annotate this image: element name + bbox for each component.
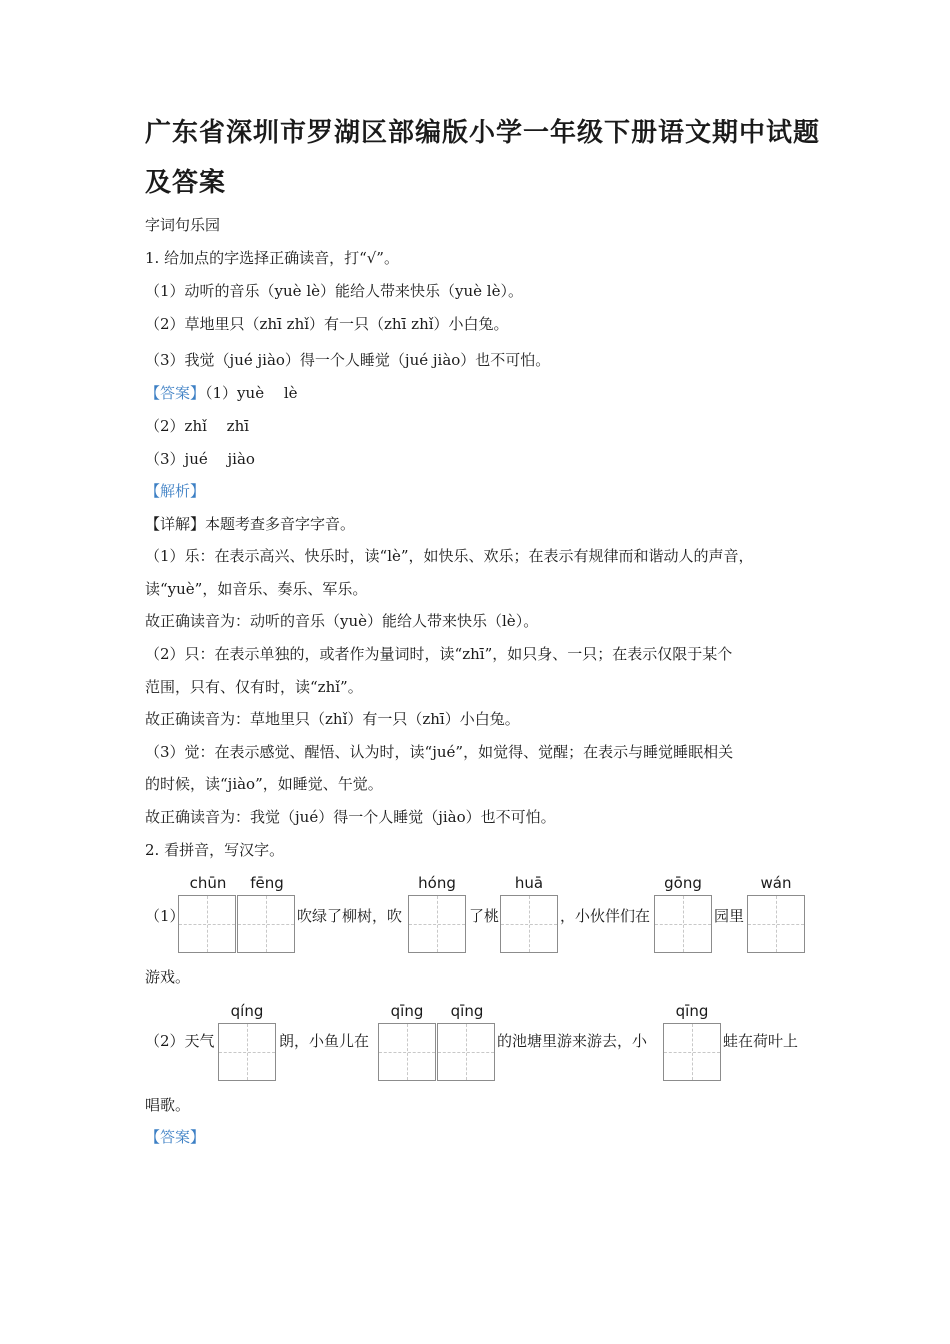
pinyin-qing-3: qīng	[450, 1002, 484, 1020]
answer-1: （1）yuè lè	[205, 384, 298, 402]
q2-row1-text3: ，小伙伴们在	[560, 907, 651, 925]
answer-tag: 【答案】	[145, 384, 206, 402]
pinyin-qing-1: qíng	[230, 1002, 264, 1020]
q2-row1-text2: 了桃	[469, 907, 500, 925]
analysis-tag: 【解析】	[145, 482, 206, 500]
exp3-conclusion: 故正确读音为：我觉（jué）得一个人睡觉（jiào）也不可怕。	[145, 808, 556, 826]
write-grid-qing-3[interactable]	[437, 1023, 495, 1081]
q2-row2-text2: 的池塘里游来游去，小	[497, 1032, 648, 1050]
document-title-line1: 广东省深圳市罗湖区部编版小学一年级下册语文期中试题	[145, 118, 821, 148]
q2-row2-prefix: （2）天气	[145, 1032, 215, 1050]
exp1-line1: （1）乐：在表示高兴、快乐时，读“lè”，如快乐、欢乐；在表示有规律而和谐动人的声音，	[145, 547, 754, 565]
detail-intro: 【详解】本题考查多音字字音。	[145, 515, 356, 533]
q2-answer-tag: 【答案】	[145, 1128, 206, 1146]
exp3-line1: （3）觉：在表示感觉、醒悟、认为时，读“jué”，如觉得、觉醒；在表示与睡觉睡眠相关	[145, 743, 734, 761]
q1-item-2: （2）草地里只（zhī zhǐ）有一只（zhī zhǐ）小白兔。	[145, 315, 509, 333]
exp2-conclusion: 故正确读音为：草地里只（zhǐ）有一只（zhī）小白兔。	[145, 710, 520, 728]
write-grid-wan[interactable]	[747, 895, 805, 953]
q2-row1-tail: 游戏。	[145, 968, 191, 986]
exp2-line1: （2）只：在表示单独的，或者作为量词时，读“zhī”，如只身、一只；在表示仅限于某个	[145, 645, 733, 663]
write-grid-chun[interactable]	[178, 895, 236, 953]
q2-row1-text4: 园里	[714, 907, 745, 925]
write-grid-qing-4[interactable]	[663, 1023, 721, 1081]
q1-answer-2: （2）zhǐ zhī	[145, 417, 250, 435]
section-heading: 字词句乐园	[145, 216, 221, 234]
pinyin-wan: wán	[760, 874, 792, 892]
exp2-line2: 范围，只有、仅有时，读“zhǐ”。	[145, 678, 363, 696]
write-grid-feng[interactable]	[237, 895, 295, 953]
q1-item-1: （1）动听的音乐（yuè lè）能给人带来快乐（yuè lè）。	[145, 282, 523, 300]
pinyin-hua: huā	[514, 874, 544, 892]
exp1-conclusion: 故正确读音为：动听的音乐（yuè）能给人带来快乐（lè）。	[145, 612, 539, 630]
pinyin-feng: fēng	[250, 874, 284, 892]
q2-row2-tail: 唱歌。	[145, 1096, 191, 1114]
q2-row2-text1: 朗，小鱼儿在	[279, 1032, 370, 1050]
write-grid-hong[interactable]	[408, 895, 466, 953]
exp1-line2: 读“yuè”，如音乐、奏乐、军乐。	[145, 580, 368, 598]
q2-stem: 2. 看拼音，写汉字。	[145, 841, 285, 859]
pinyin-gong: gōng	[664, 874, 702, 892]
write-grid-qing-1[interactable]	[218, 1023, 276, 1081]
write-grid-qing-2[interactable]	[378, 1023, 436, 1081]
q2-row1-prefix: （1）	[145, 907, 185, 925]
q2-row2-text3: 蛙在荷叶上	[723, 1032, 799, 1050]
pinyin-chun: chūn	[189, 874, 227, 892]
q1-item-3: （3）我觉（jué jiào）得一个人睡觉（jué jiào）也不可怕。	[145, 351, 551, 369]
pinyin-hong: hóng	[418, 874, 456, 892]
q1-answer-row-1	[145, 382, 815, 404]
q1-answer-3: （3）jué jiào	[145, 450, 255, 468]
document-title-line2: 及答案	[145, 168, 227, 198]
pinyin-qing-4: qīng	[675, 1002, 709, 1020]
exp3-line2: 的时候，读“jiào”，如睡觉、午觉。	[145, 775, 383, 793]
q1-stem: 1. 给加点的字选择正确读音，打“√”。	[145, 249, 399, 267]
write-grid-hua[interactable]	[500, 895, 558, 953]
write-grid-gong[interactable]	[654, 895, 712, 953]
q2-row1-text1: 吹绿了柳树，吹	[297, 907, 403, 925]
pinyin-qing-2: qīng	[390, 1002, 424, 1020]
